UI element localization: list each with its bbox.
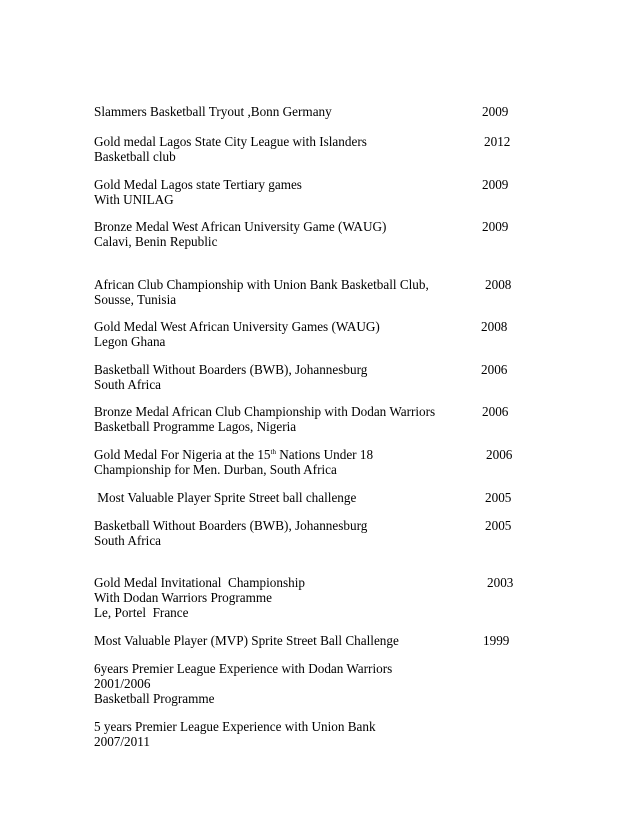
entry-year: 2006 xyxy=(486,447,513,462)
entry-year: 1999 xyxy=(483,633,510,648)
entry-text: Basketball Programme Lagos, Nigeria xyxy=(94,419,297,434)
achievement-entry xyxy=(94,362,524,392)
entry-text: Bronze Medal African Club Championship with Dodan Warriors xyxy=(94,404,436,419)
entry-text: South Africa xyxy=(94,377,162,392)
entry-text: Calavi, Benin Republic xyxy=(94,234,218,249)
entry-year: 2009 xyxy=(482,177,509,192)
achievement-entry xyxy=(94,134,524,164)
entry-text xyxy=(94,447,524,462)
achievement-entry xyxy=(94,633,524,648)
entry-text: Gold Medal West African University Games (WAUG) xyxy=(94,319,380,334)
achievement-entry xyxy=(94,447,524,477)
entry-year: 2008 xyxy=(481,319,508,334)
entry-text: 5 years Premier League Experience with Union Bank xyxy=(94,719,376,734)
entry-year: 2005 xyxy=(485,518,512,533)
entry-text: Basketball club xyxy=(94,149,176,164)
achievement-entry xyxy=(94,177,524,207)
entry-text-part: Gold Medal For Nigeria at the 15 xyxy=(94,447,271,462)
achievement-entry xyxy=(94,490,524,505)
entry-text: Slammers Basketball Tryout ,Bonn Germany xyxy=(94,104,332,119)
entry-year: 2009 xyxy=(482,219,509,234)
entry-text: Le, Portel France xyxy=(94,605,189,620)
entry-text: Gold medal Lagos State City League with Islanders xyxy=(94,134,367,149)
entry-text: Gold Medal Invitational Championship xyxy=(94,575,305,590)
achievement-entry xyxy=(94,719,524,749)
entry-text: 2001/2006 xyxy=(94,676,151,691)
entry-text: 2007/2011 xyxy=(94,734,150,749)
achievement-entry xyxy=(94,104,524,119)
entry-text: Most Valuable Player (MVP) Sprite Street Ball Challenge xyxy=(94,633,399,648)
entry-year: 2009 xyxy=(482,104,509,119)
achievement-entry xyxy=(94,575,524,620)
achievement-entry xyxy=(94,404,524,434)
entry-text: Gold Medal Lagos state Tertiary games xyxy=(94,177,302,192)
superscript-ordinal: th xyxy=(270,448,276,456)
entry-text: Championship for Men. Durban, South Africa xyxy=(94,462,337,477)
entry-text: With Dodan Warriors Programme xyxy=(94,590,272,605)
entry-year: 2012 xyxy=(484,134,511,149)
entry-text: Sousse, Tunisia xyxy=(94,292,177,307)
achievement-entry xyxy=(94,319,524,349)
entry-year: 2005 xyxy=(485,490,512,505)
entry-text: African Club Championship with Union Bank Basketball Club, xyxy=(94,277,429,292)
entry-text-part: Nations Under 18 xyxy=(275,447,374,462)
entry-year: 2006 xyxy=(482,404,509,419)
entry-text: Basketball Without Boarders (BWB), Johannesburg xyxy=(94,518,368,533)
entry-text: Bronze Medal West African University Game (WAUG) xyxy=(94,219,387,234)
entry-year: 2006 xyxy=(481,362,508,377)
achievement-entry xyxy=(94,219,524,249)
achievement-entry xyxy=(94,277,524,307)
entry-text: Basketball Programme xyxy=(94,691,215,706)
entry-text: Legon Ghana xyxy=(94,334,166,349)
entry-text: 6years Premier League Experience with Dodan Warriors xyxy=(94,661,393,676)
entry-text: With UNILAG xyxy=(94,192,174,207)
achievement-entry xyxy=(94,661,524,706)
achievement-entry xyxy=(94,518,524,548)
entry-year: 2008 xyxy=(485,277,512,292)
entry-text: Basketball Without Boarders (BWB), Johannesburg xyxy=(94,362,368,377)
entry-text: South Africa xyxy=(94,533,162,548)
entry-year: 2003 xyxy=(487,575,514,590)
entry-text: Most Valuable Player Sprite Street ball challenge xyxy=(94,490,357,505)
